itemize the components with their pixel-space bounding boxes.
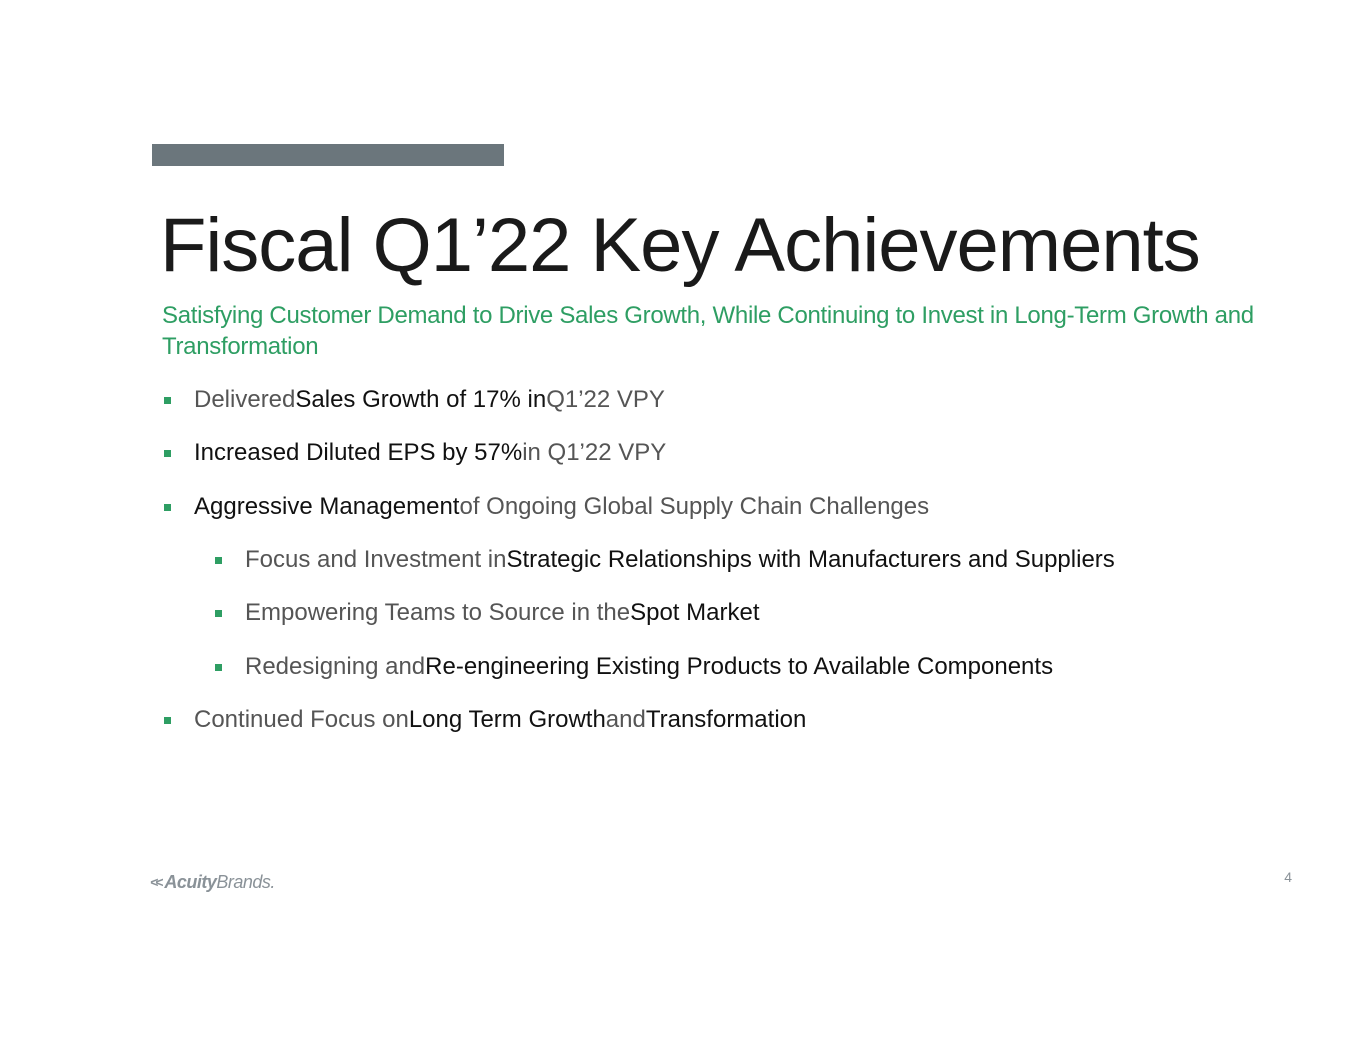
bullet-text: Continued Focus on [194, 706, 409, 733]
bullet-emphasis: Transformation [645, 706, 807, 733]
square-bullet-icon [215, 664, 222, 671]
bullet-item [164, 704, 806, 736]
bullet-emphasis: Strategic Relationships with Manufacturers and Suppliers [506, 546, 1115, 573]
bullet-item [164, 437, 666, 469]
slide-subtitle: Satisfying Customer Demand to Drive Sales Growth, While Continuing to Invest in Long-Term Growth and Transformation [162, 302, 1254, 360]
slide-title: Fiscal Q1’22 Key Achievements [160, 203, 1200, 288]
bullet-item [164, 491, 929, 523]
square-bullet-icon [164, 504, 171, 511]
bullet-text: Focus and Investment in [245, 546, 507, 573]
square-bullet-icon [164, 450, 171, 457]
page-number: 4 [1284, 869, 1292, 885]
logo-wordmark-acuity: Acuity [164, 871, 217, 892]
bullet-emphasis: Long Term Growth [408, 706, 606, 733]
bullet-text: Q1’22 VPY [546, 386, 665, 413]
acuity-brands-logo [150, 871, 275, 893]
square-bullet-icon [164, 397, 171, 404]
bullet-text: Empowering Teams to Source in the [245, 599, 631, 626]
square-bullet-icon [164, 717, 171, 724]
bullet-text: and [605, 706, 646, 733]
square-bullet-icon [215, 557, 222, 564]
bullet-text: in Q1’22 VPY [522, 439, 667, 466]
logo-chevron-icon: << [150, 874, 161, 890]
sub-bullet-item [215, 597, 759, 629]
bullet-emphasis: Spot Market [630, 599, 760, 626]
bullet-item [164, 384, 665, 416]
bullet-emphasis: Re-engineering Existing Products to Available Components [425, 653, 1054, 680]
square-bullet-icon [215, 610, 222, 617]
bullet-emphasis: Aggressive Management [194, 493, 460, 520]
bullet-text: Redesigning and [245, 653, 426, 680]
bullet-text: of Ongoing Global Supply Chain Challenges [459, 493, 930, 520]
sub-bullet-item [215, 651, 1053, 683]
title-accent-bar [152, 144, 504, 166]
bullet-text: Delivered [194, 386, 296, 413]
bullet-emphasis: Sales Growth of 17% in [295, 386, 547, 413]
sub-bullet-item [215, 544, 1115, 576]
bullet-emphasis: Increased Diluted EPS by 57% [194, 439, 523, 466]
logo-wordmark-brands: Brands. [216, 871, 275, 892]
